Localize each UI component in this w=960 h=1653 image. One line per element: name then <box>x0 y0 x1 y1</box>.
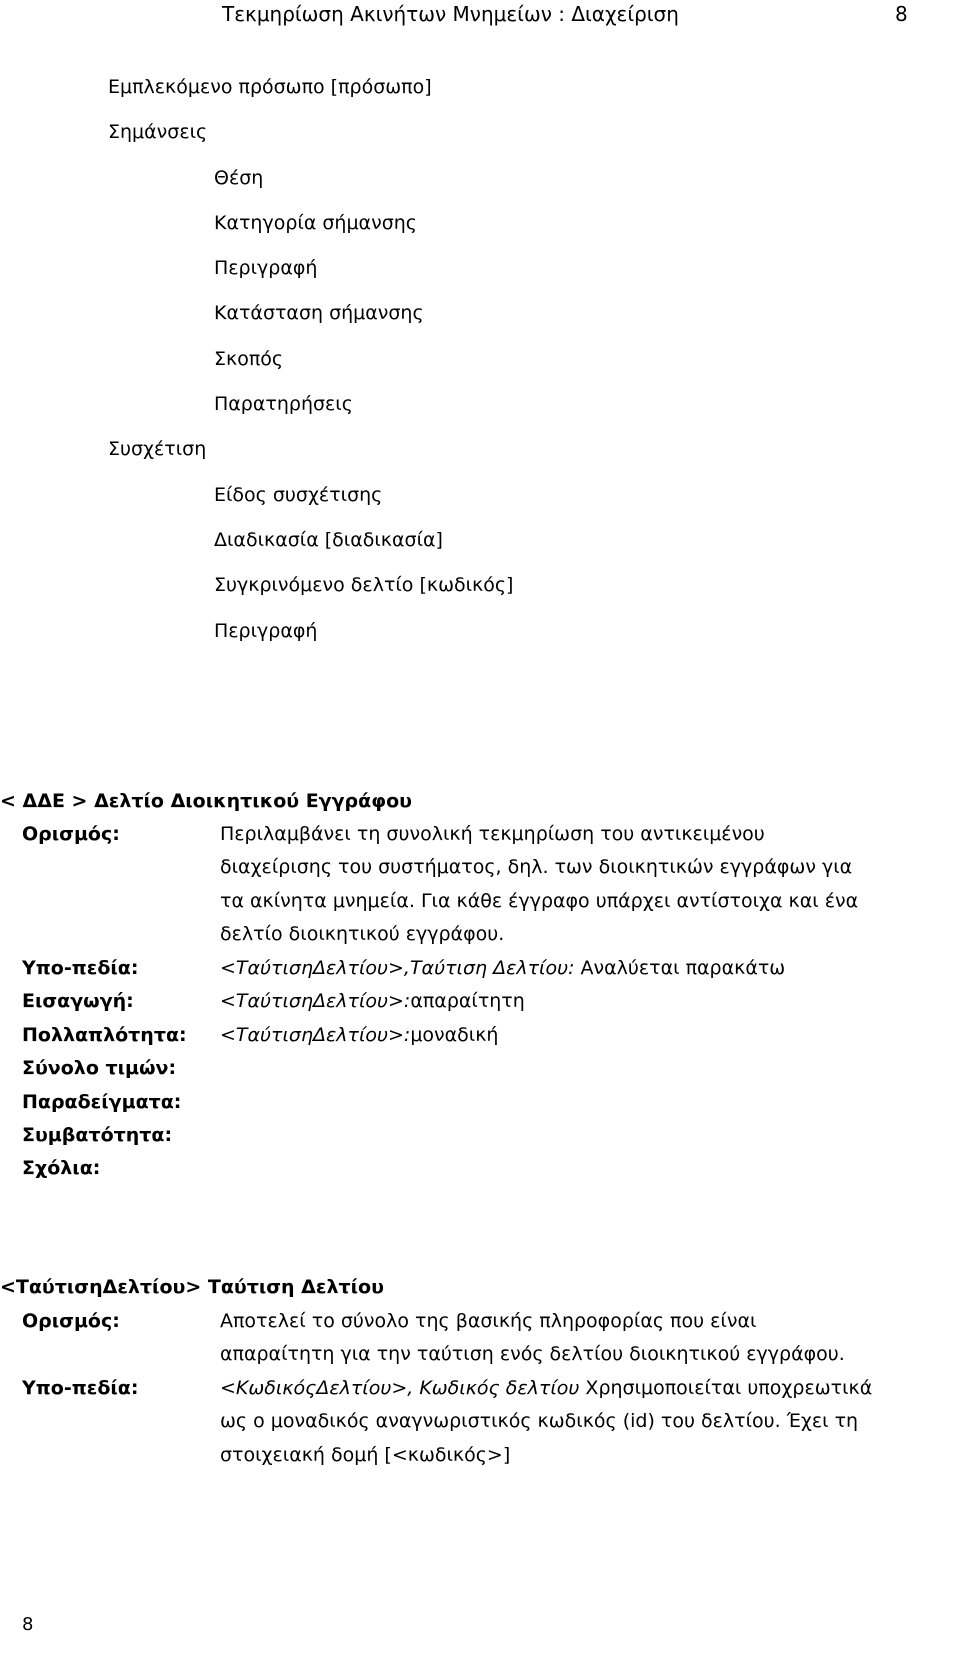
field-label-definition: Ορισμός: <box>22 823 120 845</box>
subfields-value <box>220 957 785 979</box>
multiplicity-description: μοναδική <box>410 1024 499 1046</box>
definition-line: διαχείρισης του συστήματος, δηλ. των διοικητικών εγγράφων για <box>220 856 853 878</box>
outline-relation-item: Διαδικασία [διαδικασία] <box>214 529 443 551</box>
definition-line: Αποτελεί το σύνολο της βασικής πληροφορίας που είναι <box>220 1310 757 1332</box>
field-label-subfields: Υπο-πεδία: <box>22 957 139 979</box>
outline-relation-item: Περιγραφή <box>214 620 318 642</box>
running-header-title: Τεκμηρίωση Ακινήτων Μνημείων : Διαχείριση <box>222 2 679 26</box>
footer-page-number: 8 <box>22 1614 34 1635</box>
entry-tag: <ΤαύτισηΔελτίου>: <box>220 990 411 1012</box>
field-label-comments: Σχόλια: <box>22 1157 101 1179</box>
outline-marking-item: Παρατηρήσεις <box>214 393 353 415</box>
section-heading: < ΔΔΕ > Δελτίο Διοικητικού Εγγράφου <box>0 790 412 812</box>
entry-value <box>220 990 525 1012</box>
definition-line: απαραίτητη για την ταύτιση ενός δελτίου διοικητικού εγγράφου. <box>220 1343 845 1365</box>
subfields-tag: <ΤαύτισηΔελτίου>,Ταύτιση Δελτίου: <box>220 957 575 979</box>
field-label-multiplicity: Πολλαπλότητα: <box>22 1024 187 1046</box>
definition-line: Περιλαμβάνει τη συνολική τεκμηρίωση του αντικειμένου <box>220 823 765 845</box>
outline-relation: Συσχέτιση <box>108 438 207 460</box>
field-label-definition: Ορισμός: <box>22 1310 120 1332</box>
outline-relation-item: Συγκρινόμενο δελτίο [κωδικός] <box>214 574 514 596</box>
outline-markings: Σημάνσεις <box>108 121 208 143</box>
subfields-description: Αναλύεται παρακάτω <box>574 957 786 979</box>
subfields-line: ως ο μοναδικός αναγνωριστικός κωδικός (id) του δελτίου. Έχει τη <box>220 1410 859 1432</box>
outline-involved-person: Εμπλεκόμενο πρόσωπο [πρόσωπο] <box>108 76 432 98</box>
definition-line: τα ακίνητα μνημεία. Για κάθε έγγραφο υπάρχει αντίστοιχα και ένα <box>220 890 859 912</box>
section-heading: <ΤαύτισηΔελτίου> Ταύτιση Δελτίου <box>0 1276 384 1298</box>
field-label-examples: Παραδείγματα: <box>22 1091 182 1113</box>
field-label-value-set: Σύνολο τιμών: <box>22 1057 177 1079</box>
outline-relation-item: Είδος συσχέτισης <box>214 484 383 506</box>
definition-line: δελτίο διοικητικού εγγράφου. <box>220 923 505 945</box>
outline-marking-item: Σκοπός <box>214 348 284 370</box>
outline-marking-item: Κατηγορία σήμανσης <box>214 212 417 234</box>
field-label-compatibility: Συμβατότητα: <box>22 1124 173 1146</box>
multiplicity-value <box>220 1024 498 1046</box>
field-label-entry: Εισαγωγή: <box>22 990 134 1012</box>
subfields-value <box>220 1377 872 1399</box>
subfields-description: Χρησιμοποιείται υποχρεωτικά <box>579 1377 873 1399</box>
subfields-tag: <ΚωδικόςΔελτίου>, Κωδικός δελτίου <box>220 1377 580 1399</box>
running-header-page-number: 8 <box>895 2 908 26</box>
field-label-subfields: Υπο-πεδία: <box>22 1377 139 1399</box>
multiplicity-tag: <ΤαύτισηΔελτίου>: <box>220 1024 411 1046</box>
outline-marking-item: Θέση <box>214 167 264 189</box>
outline-marking-item: Κατάσταση σήμανσης <box>214 302 424 324</box>
subfields-line: στοιχειακή δομή [<κωδικός>] <box>220 1444 511 1466</box>
outline-marking-item: Περιγραφή <box>214 257 318 279</box>
entry-description: απαραίτητη <box>410 990 525 1012</box>
